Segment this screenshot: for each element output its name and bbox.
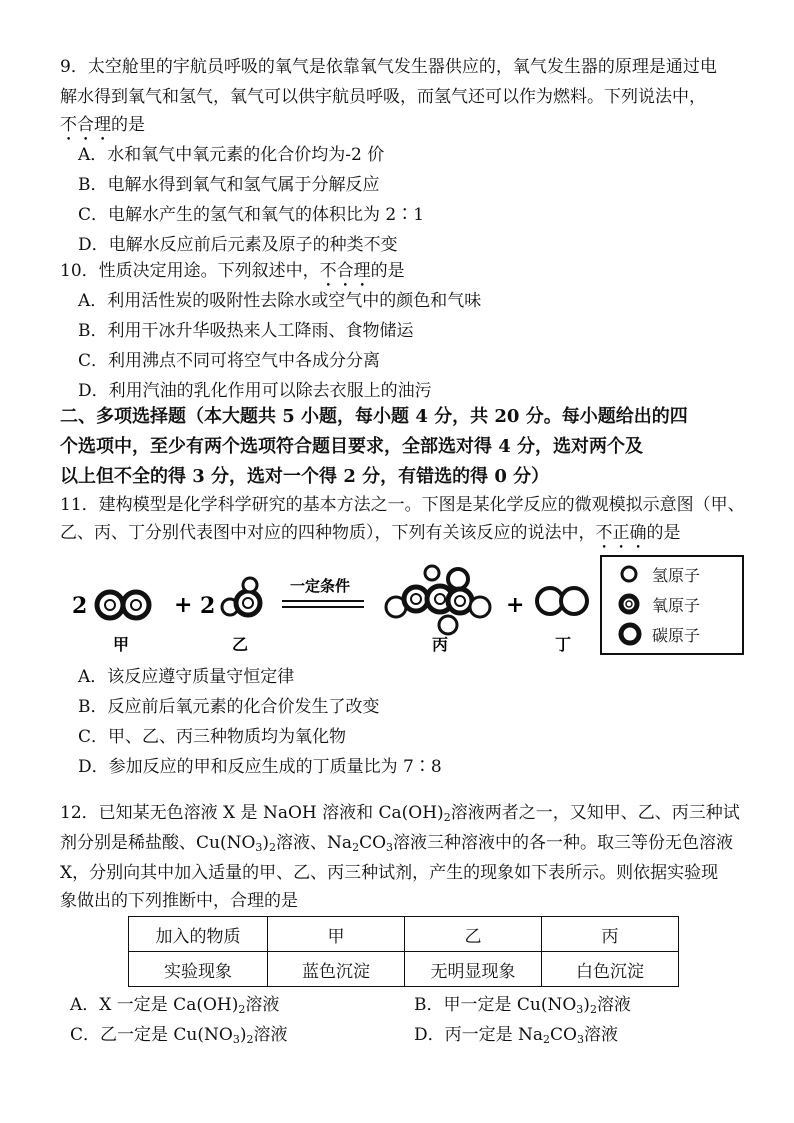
q12-stem-line1 [60,802,740,824]
q12-opt-c-sub1: 3 [232,1033,240,1046]
plus-2: + [506,592,525,618]
q10-option-c: C．利用沸点不同可将空气中各成分分离 [78,351,381,371]
table-header-cell: 加入的物质 [129,917,268,952]
reaction-condition: 一定条件 [290,577,351,595]
q12-opt-d-sub1: 2 [543,1033,551,1046]
label-yi: 乙 [232,635,249,654]
q10-emphasis: 不合理 [319,261,371,281]
q12-opt-b-tail: 溶液 [596,995,631,1015]
q12-option-b [414,994,631,1016]
table-header-cell: 丙 [542,917,679,952]
q9-option-a: A．水和氧气中氧元素的化合价均为-2 价 [78,145,385,165]
q9-option-d: D．电解水反应前后元素及原子的种类不变 [78,235,398,255]
q12-opt-d-co: CO [550,1025,577,1045]
q9-option-b: B．电解水得到氧气和氢气属于分解反应 [78,175,380,195]
table-header-cell: 甲 [268,917,405,952]
q12-option-d [414,1024,618,1046]
q12-stem-line4: 象做出的下列推断中，合理的是 [60,891,298,911]
q12-l1-b: 溶液两者之一，又知甲、乙、丙三种试 [450,803,740,823]
reaction-diagram [60,555,600,660]
label-ding: 丁 [555,635,572,654]
q10-stem-tail: 的是 [370,261,405,281]
q12-l2-d: CO [359,833,387,853]
q12-opt-c-text: C．乙一定是 Cu(NO [70,1025,233,1045]
q12-opt-d-tail: 溶液 [584,1025,618,1045]
legend-oxygen-label: 氧原子 [652,596,701,615]
q12-opt-c-sub2: 2 [246,1033,254,1046]
q12-l1-a: 12．已知某无色溶液 X 是 NaOH 溶液和 Ca(OH) [60,803,444,823]
q11-emphasis: 不正确 [595,523,647,543]
table-row [129,952,679,987]
q9-stem-line3 [60,114,145,145]
q9-emphasis: 不合理 [60,115,111,135]
q12-opt-d-text: D．丙一定是 Na [414,1025,544,1045]
section2-line3: 以上但不全的得 3 分，选对一个得 2 分，有错选的得 0 分） [60,466,550,487]
q12-opt-b-text: B．甲一定是 Cu(NO [414,995,577,1015]
q12-opt-b-sub1: 3 [576,1003,584,1016]
hydrogen-atom-icon [618,563,640,585]
molecule-yi [222,578,260,615]
molecule-ding [537,588,587,614]
q12-opt-d-sub2: 3 [577,1033,584,1046]
molecule-jia [97,592,149,618]
q12-stem-line3: X，分别向其中加入适量的甲、乙、丙三种试剂，产生的现象如下表所示。则依据实验现 [60,863,719,883]
q12-opt-b-sub2: 2 [589,1003,597,1016]
table-cell: 白色沉淀 [542,952,679,987]
legend-carbon-label: 碳原子 [652,626,701,645]
q12-l2-a: 剂分别是稀盐酸、Cu(NO [60,833,256,853]
legend-hydrogen-label: 氢原子 [652,566,701,585]
q9-stem-line1: 9．太空舱里的宇航员呼吸的氧气是依靠氧气发生器供应的，氧气发生器的原理是通过电 [60,57,717,77]
q12-opt-a-text: A．X 一定是 Ca(OH) [70,995,239,1015]
q10-option-d: D．利用汽油的乳化作用可以除去衣服上的油污 [78,381,432,401]
q12-l2-sub4: 3 [386,841,394,854]
q10-option-a: A．利用活性炭的吸附性去除水或空气中的颜色和气味 [78,291,482,311]
table-header-cell: 乙 [405,917,542,952]
q11-stem-line1: 11．建构模型是化学科学研究的基本方法之一。下图是某化学反应的微观模拟示意图（甲、 [60,495,745,515]
q12-opt-b-paren: ) [583,995,590,1015]
q12-l2-sub3: 2 [352,841,360,854]
table-cell: 实验现象 [129,952,268,987]
section2-line2: 个选项中，至少有两个选项符合题目要求，全部选对得 4 分，选对两个及 [60,436,644,457]
q12-opt-a-tail: 溶液 [245,995,280,1015]
q12-opt-c-paren: ) [239,1025,247,1045]
label-bing: 丙 [432,635,449,654]
q12-l2-c: 溶液、Na [276,833,353,853]
oxygen-atom-icon [618,593,640,615]
q12-l2-sub1: 3 [255,841,263,854]
table-row [129,917,679,952]
section2-line1: 二、多项选择题（本大题共 5 小题，每小题 4 分，共 20 分。每小题给出的四 [60,406,688,427]
q10-stem [60,260,405,291]
q11-stem-pre: 乙、丙、丁分别代表图中对应的四种物质），下列有关该反应的说法中， [60,523,596,543]
molecule-bing [386,566,490,634]
q9-option-c: C．电解水产生的氢气和氧气的体积比为 2∶1 [78,205,425,225]
coef-jia: 2 [72,593,88,619]
carbon-atom-icon [618,622,642,646]
atom-legend [600,555,744,655]
q11-stem-line2 [60,522,681,553]
result-table [128,916,679,987]
q11-option-c: C．甲、乙、丙三种物质均为氧化物 [78,727,347,747]
q12-l2-sub2: 2 [269,841,277,854]
q12-option-a [70,994,279,1016]
q12-opt-c-tail: 溶液 [253,1025,288,1045]
q12-option-c [70,1024,287,1046]
table-cell: 无明显现象 [405,952,542,987]
q12-l1-sub: 2 [443,811,451,824]
q11-option-b: B．反应前后氧元素的化合价发生了改变 [78,697,380,717]
table-cell: 蓝色沉淀 [268,952,405,987]
q11-option-d: D．参加反应的甲和反应生成的丁质量比为 7∶8 [78,757,442,777]
q12-l2-e: 溶液三种溶液中的各一种。取三等份无色溶液 [393,833,734,853]
q11-stem-tail: 的是 [646,523,681,543]
q12-stem-line2 [60,832,733,854]
q9-stem-tail: 的是 [111,115,145,135]
q12-opt-a-sub: 2 [238,1003,246,1016]
label-jia: 甲 [113,635,130,654]
q12-l2-b: ) [262,833,270,853]
q11-option-a: A．该反应遵守质量守恒定律 [78,667,295,687]
coef-yi: 2 [200,593,216,619]
q9-stem-line2: 解水得到氧气和氢气，氧气可以供宇航员呼吸，而氢气还可以作为燃料。下列说法中， [60,87,706,107]
plus-1: + [174,592,193,618]
q10-stem-pre: 10．性质决定用途。下列叙述中， [60,261,320,281]
q10-option-b: B．利用干冰升华吸热来人工降雨、食物储运 [78,321,414,341]
